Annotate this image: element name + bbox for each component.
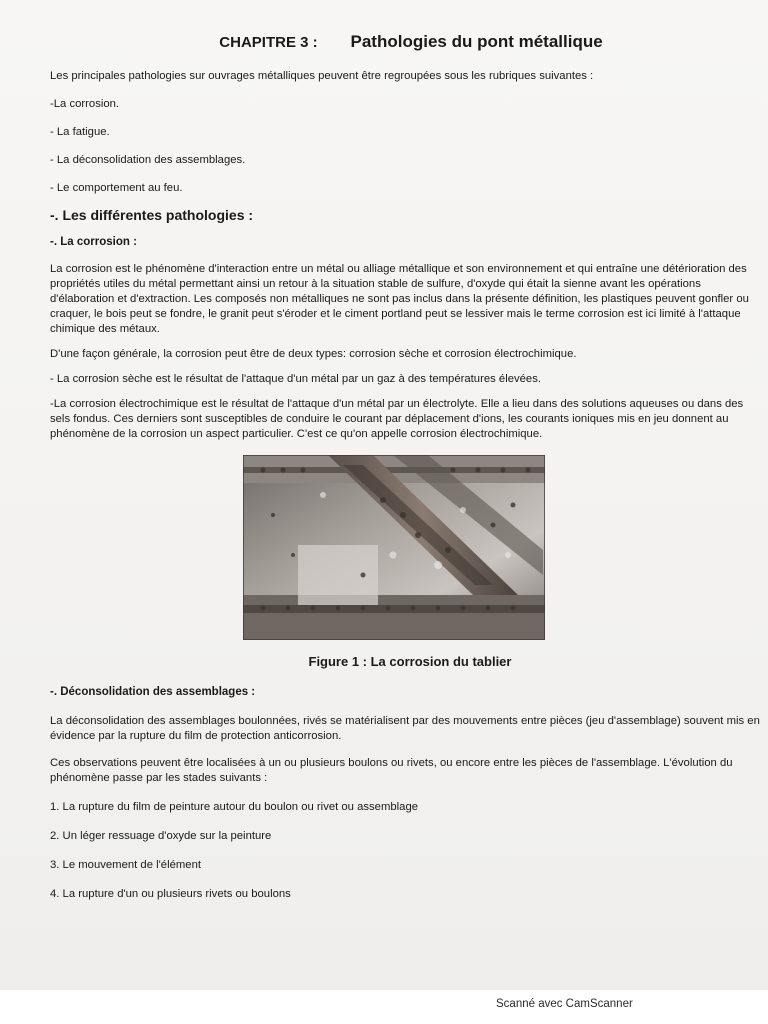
rubrique-item: - La fatigue.	[50, 126, 110, 138]
page-content	[50, 18, 762, 902]
stade-item: 4. La rupture d'un ou plusieurs rivets ou boulons	[50, 888, 291, 900]
stade-item: 1. La rupture du film de peinture autour du boulon ou rivet ou assemblage	[50, 801, 419, 813]
corrosion-paragraph: D'une façon générale, la corrosion peut être de deux types: corrosion sèche et corrosion électrochimique.	[50, 348, 577, 360]
corrosion-paragraph: La corrosion est le phénomène d'interaction entre un métal ou alliage métallique et son environnement et qui entraîne une détérioration des propriétés utiles du métal permettant ainsi un retour à la situation stable de sulfure, d'oxyde qui était la sienne avant les opérations d'élaboration et d'extraction. Les composés non métalliques ne sont pas inclus dans la présente définition, les plastiques peuvent gonfler ou craquer, le bois peut se fondre, le granit peut s'éroder et le ciment portland peut se lessiver mais le terme corrosion est ici limité à l'attaque chimique des métaux.	[50, 263, 749, 335]
chapter-title	[50, 18, 762, 55]
stade-item: 3. Le mouvement de l'élément	[50, 859, 201, 871]
deconsolidation-heading: -. Déconsolidation des assemblages :	[50, 686, 256, 698]
corrosion-paragraph: -La corrosion électrochimique est le résultat de l'attaque d'un métal par un électrolyte. Elle a lieu dans des solutions aqueuses ou dans des sels fondus. Ces derniers sont susceptibles de conduire le courant par déplacement d'ions, les courants ioniques mis en jeu donnent au phénomène de la corrosion un aspect particulier. C'est ce qu'on appelle corrosion électrochimique.	[50, 398, 744, 440]
corrosion-photo-image	[243, 455, 545, 640]
chapter-label: CHAPITRE 3 :	[219, 34, 318, 51]
corrosion-paragraph: - La corrosion sèche est le résultat de l'attaque d'un métal par un gaz à des températures élevées.	[50, 373, 541, 385]
deconsolidation-paragraph: La déconsolidation des assemblages boulonnées, rivés se matérialisent par des mouvements entre pièces (jeu d'assemblage) souvent mis en évidence par la rupture du film de protection anticorrosion.	[50, 715, 760, 742]
intro-text: Les principales pathologies sur ouvrages métalliques peuvent être regroupées sous les rubriques suivantes :	[50, 70, 594, 82]
deconsolidation-paragraph: Ces observations peuvent être localisées à un ou plusieurs boulons ou rivets, ou encore entre les pièces de l'assemblage. L'évolution du phénomène passe par les stades suivants :	[50, 757, 733, 784]
figure-caption: Figure 1 : La corrosion du tablier	[308, 654, 512, 669]
scanner-watermark: Scanné avec CamScanner	[496, 998, 633, 1010]
corrosion-heading: -. La corrosion :	[50, 236, 137, 248]
section-heading: -. Les différentes pathologies :	[50, 207, 254, 223]
figure-corrosion-photo	[243, 455, 545, 640]
rubrique-item: - Le comportement au feu.	[50, 182, 183, 194]
rubrique-item: -La corrosion.	[50, 98, 120, 110]
rubrique-item: - La déconsolidation des assemblages.	[50, 154, 246, 166]
chapter-name: Pathologies du pont métallique	[350, 32, 603, 51]
stade-item: 2. Un léger ressuage d'oxyde sur la peinture	[50, 830, 272, 842]
